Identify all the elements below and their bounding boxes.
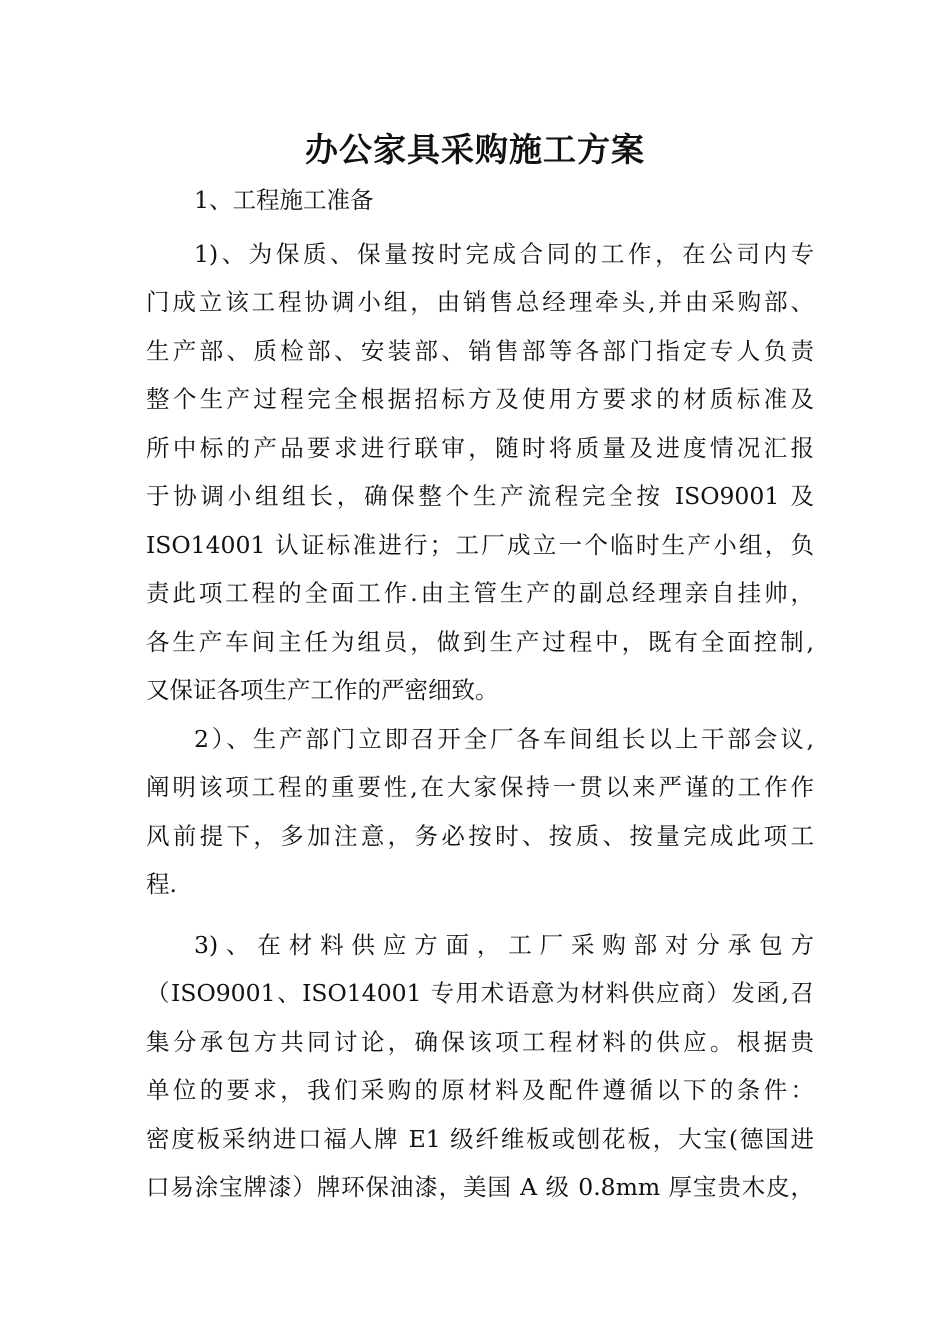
document-body: [146, 176, 814, 1212]
spacer: [146, 909, 814, 921]
paragraph-1-line: 整个生产过程完全根据招标方及使用方要求的材质标准及: [146, 385, 814, 413]
paragraph-1-line: 各生产车间主任为组员，做到生产过程中，既有全面控制,: [146, 627, 814, 656]
paragraph-3-line: 口易涂宝牌漆）牌环保油漆，美国 A 级 0.8mm 厚宝贵木皮，: [146, 1173, 814, 1201]
paragraph-1-line: 所中标的产品要求进行联审，随时将质量及进度情况汇报: [146, 433, 814, 462]
paragraph-3-line: 3)、在材料供应方面，工厂采购部对分承包方: [194, 930, 814, 959]
paragraph-1-line: 又保证各项生产工作的严密细致。: [146, 676, 499, 704]
paragraph-1-line: 生产部、质检部、安装部、销售部等各部门指定专人负责: [146, 336, 814, 365]
paragraph-3-line: （ISO9001、ISO14001 专用术语意为材料供应商）发函,召: [146, 979, 814, 1007]
paragraph-3-line: 密度板采纳进口福人牌 E1 级纤维板或刨花板，大宝(德国进: [146, 1124, 814, 1153]
paragraph-1-line: 1)、为保质、保量按时完成合同的工作，在公司内专: [194, 239, 814, 268]
paragraph-2-line: 程.: [146, 870, 177, 898]
section-heading: 1、工程施工准备: [194, 186, 374, 214]
paragraph-3-line: 集分承包方共同讨论，确保该项工程材料的供应。根据贵: [146, 1027, 814, 1056]
paragraph-2-line: 2）、生产部门立即召开全厂各车间组长以上干部会议,: [194, 724, 814, 753]
paragraph-1-line: ISO14001 认证标准进行；工厂成立一个临时生产小组，负: [146, 530, 814, 559]
paragraph-2-line: 风前提下，多加注意，务必按时、按质、按量完成此项工: [146, 821, 814, 850]
paragraph-1-line: 于协调小组组长，确保整个生产流程完全按 ISO9001 及: [146, 482, 814, 510]
paragraph-1-line: 门成立该工程协调小组，由销售总经理牵头,并由采购部、: [146, 288, 814, 316]
paragraph-3-line: 单位的要求，我们采购的原材料及配件遵循以下的条件：: [146, 1076, 814, 1104]
paragraph-1-line: 责此项工程的全面工作.由主管生产的副总经理亲自挂帅，: [146, 579, 814, 607]
document-title: 办公家具采购施工方案: [305, 130, 645, 169]
paragraph-2-line: 阐明该项工程的重要性,在大家保持一贯以来严谨的工作作: [146, 773, 814, 801]
